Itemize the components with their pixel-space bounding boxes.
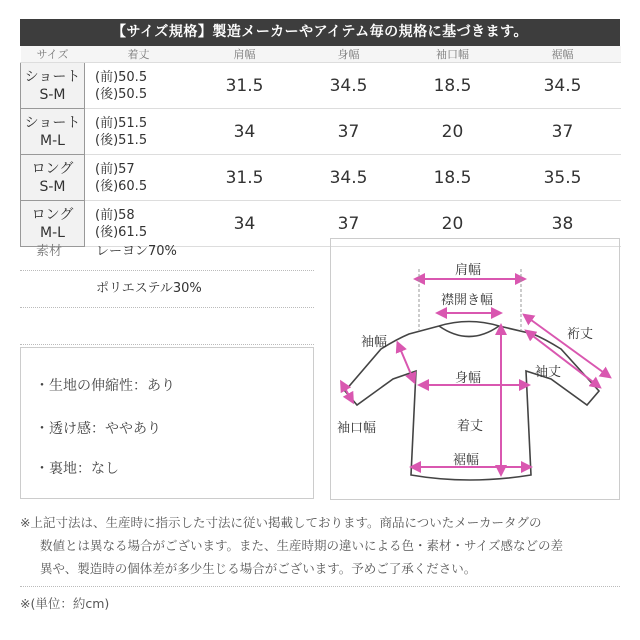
divider <box>20 586 620 587</box>
sleeve-width-label: 袖幅 <box>361 335 388 350</box>
back-length: (後)51.5 <box>95 132 148 148</box>
column-header-length: 着丈 <box>85 46 193 63</box>
back-length: (後)60.5 <box>95 178 148 194</box>
length-label: 着丈 <box>457 419 484 434</box>
note-line: 異や、製造時の個体差が多少生じる場合がございます。予めご了承ください。 <box>40 561 477 576</box>
column-header-shoulder: 肩幅 <box>193 46 297 63</box>
garment-measurement-diagram <box>330 238 620 500</box>
shoulder-cell: 34 <box>193 201 297 247</box>
material-line <box>20 271 314 308</box>
size-range: M-L <box>40 224 65 241</box>
size-type: ロング <box>31 206 74 223</box>
neck-width-label: 襟開き幅 <box>441 293 494 308</box>
front-length: (前)58 <box>95 207 135 223</box>
shoulder-cell: 34 <box>193 109 297 155</box>
front-length: (前)57 <box>95 161 135 177</box>
material-label: 素材 <box>36 244 63 259</box>
column-header-hem: 裾幅 <box>505 46 621 63</box>
body-width-label: 身幅 <box>455 371 482 386</box>
lining-property: ・裏地：なし <box>35 461 119 477</box>
size-range: M-L <box>40 132 65 149</box>
length-cell <box>85 109 193 155</box>
column-header-body-width: 身幅 <box>297 46 401 63</box>
table-row <box>21 63 621 109</box>
table-row <box>21 109 621 155</box>
material-composition-1: レーヨン70% <box>96 244 177 259</box>
size-type: ショート <box>24 114 81 131</box>
cuff-cell: 18.5 <box>401 155 505 201</box>
table-header-row <box>21 46 621 63</box>
back-length: (後)61.5 <box>95 224 148 240</box>
column-header-cuff: 袖口幅 <box>401 46 505 63</box>
material-line <box>20 308 314 345</box>
cuff-cell: 18.5 <box>401 63 505 109</box>
length-cell <box>85 63 193 109</box>
material-section <box>20 234 314 345</box>
shoulder-cell: 31.5 <box>193 63 297 109</box>
size-spec-banner: 【サイズ規格】製造メーカーやアイテム毎の規格に基づきます。 <box>20 19 620 46</box>
shoulder-cell: 31.5 <box>193 155 297 201</box>
size-type: ロング <box>31 160 74 177</box>
body-width-cell: 34.5 <box>297 63 401 109</box>
body-width-cell: 34.5 <box>297 155 401 201</box>
hem-cell: 35.5 <box>505 155 621 201</box>
disclaimer-notes <box>20 511 620 580</box>
sleeve-length2-label: 袖丈 <box>535 365 562 380</box>
hem-cell: 34.5 <box>505 63 621 109</box>
cuff-cell: 20 <box>401 201 505 247</box>
size-cell <box>21 63 85 109</box>
shoulder-label: 肩幅 <box>455 263 482 278</box>
body-width-cell: 37 <box>297 201 401 247</box>
unit-note: ※(単位：約cm) <box>20 596 110 611</box>
cuff-label: 袖口幅 <box>337 421 377 436</box>
neckline <box>439 326 499 337</box>
front-length: (前)50.5 <box>95 69 148 85</box>
length-cell <box>85 155 193 201</box>
cuff-cell: 20 <box>401 109 505 155</box>
hem-cell: 37 <box>505 109 621 155</box>
material-line <box>20 234 314 271</box>
material-composition-2: ポリエステル30% <box>96 281 202 296</box>
table-row <box>21 155 621 201</box>
size-range: S-M <box>39 178 66 195</box>
hem-label: 裾幅 <box>453 453 480 468</box>
column-header-size: サイズ <box>21 46 85 63</box>
size-cell <box>21 155 85 201</box>
front-length: (前)51.5 <box>95 115 148 131</box>
size-table <box>20 46 621 247</box>
body-width-cell: 37 <box>297 109 401 155</box>
stretch-property: ・生地の伸縮性：あり <box>35 378 175 394</box>
size-type: ショート <box>24 68 81 85</box>
size-range: S-M <box>39 86 66 103</box>
back-length: (後)50.5 <box>95 86 148 102</box>
fabric-properties-box <box>20 347 314 499</box>
sleeve-length-label: 裄丈 <box>567 327 594 342</box>
sheer-property: ・透け感：ややあり <box>35 421 161 437</box>
size-cell <box>21 109 85 155</box>
note-line: ※上記寸法は、生産時に指示した寸法に従い掲載しております。商品についたメーカータグの <box>20 515 542 530</box>
hem-cell: 38 <box>505 201 621 247</box>
note-line: 数値とは異なる場合がございます。また、生産時期の違いによる色・素材・サイズ感などの差 <box>40 538 564 553</box>
